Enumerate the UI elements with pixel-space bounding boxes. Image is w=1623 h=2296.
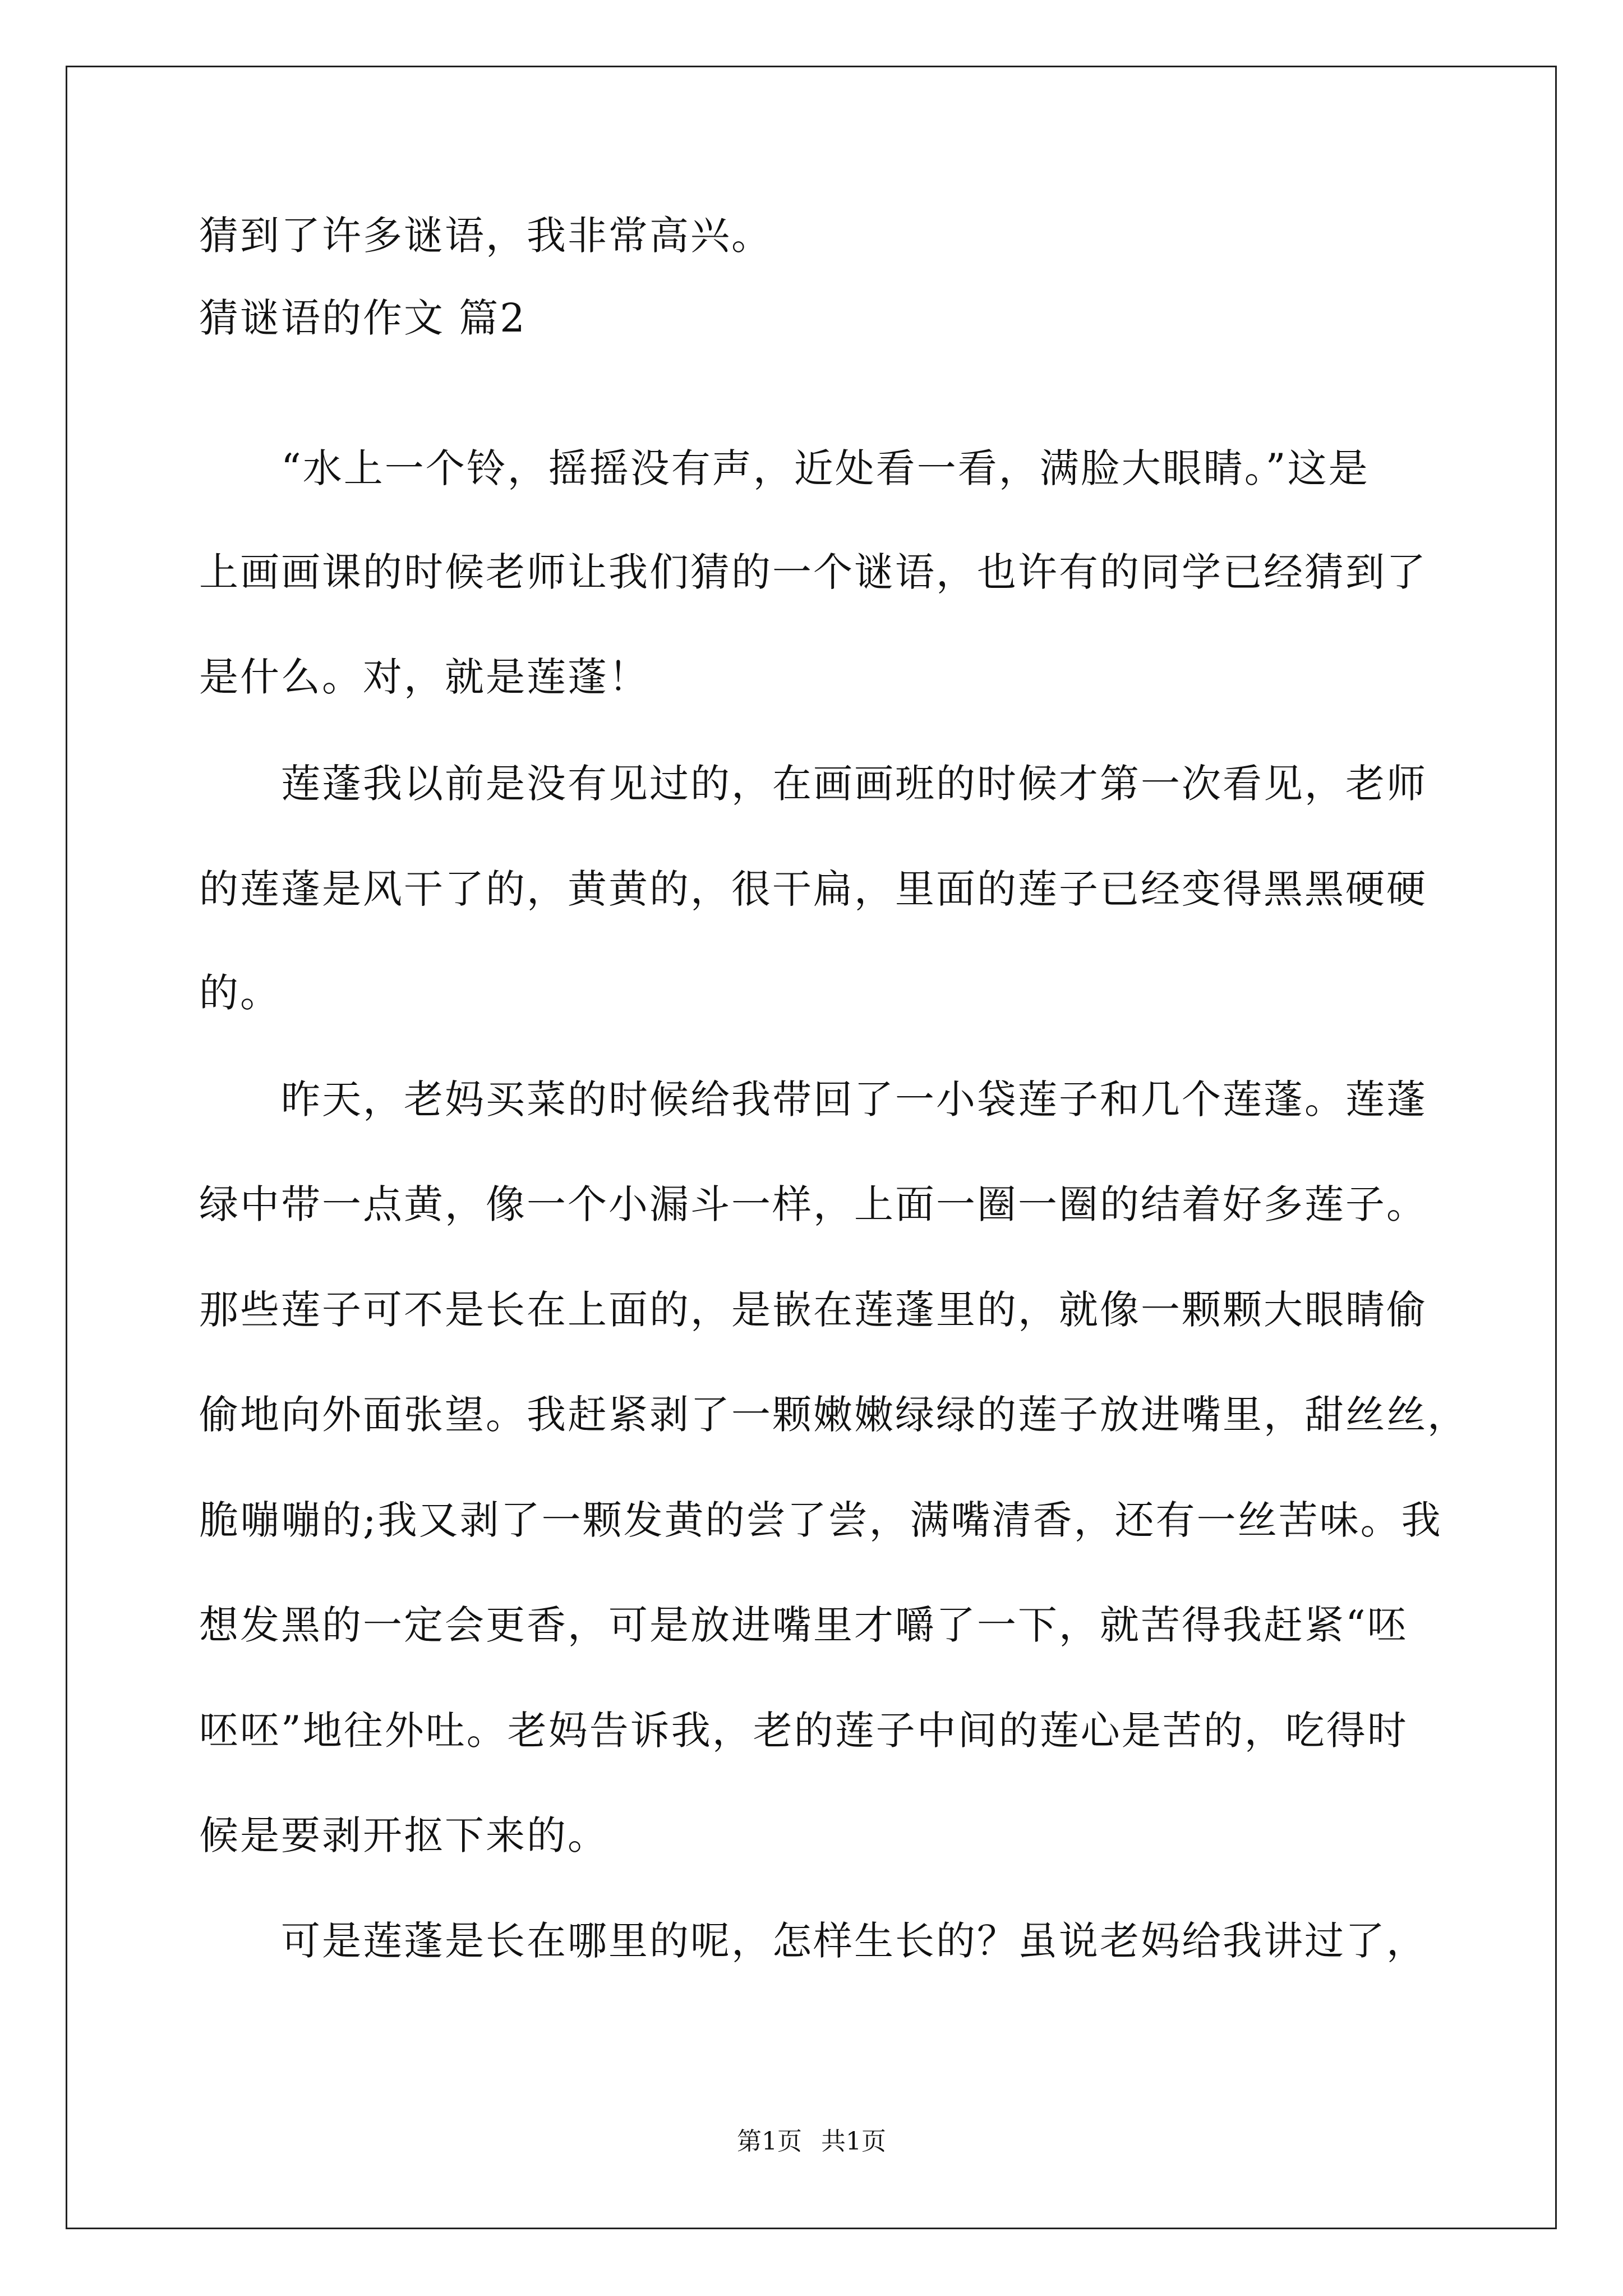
page-number: 第1页 <box>737 2127 802 2156</box>
text-line: 呸呸”地往外吐。老妈告诉我，老的莲子中间的莲心是苦的，吃得时 <box>199 1708 1408 1754</box>
text-line: 莲蓬我以前是没有见过的，在画画班的时候才第一次看见，老师 <box>199 761 1427 807</box>
text-line: 上画画课的时候老师让我们猜的一个谜语，也许有的同学已经猜到了 <box>199 549 1427 595</box>
page-border <box>66 66 1557 2229</box>
text-line: 可是莲蓬是长在哪里的呢，怎样生长的？虽说老妈给我讲过了， <box>199 1918 1427 1964</box>
text-line: 绿中带一点黄，像一个小漏斗一样，上面一圈一圈的结着好多莲子。 <box>199 1181 1427 1227</box>
text-line: 的莲蓬是风干了的，黄黄的，很干扁，里面的莲子已经变得黑黑硬硬 <box>199 866 1427 912</box>
section-heading: 猜谜语的作文 篇2 <box>199 295 527 341</box>
text-line: 昨天，老妈买菜的时候给我带回了一小袋莲子和几个莲蓬。莲蓬 <box>199 1076 1427 1122</box>
text-line: 脆嘣嘣的;我又剥了一颗发黄的尝了尝，满嘴清香，还有一丝苦味。我 <box>199 1497 1442 1543</box>
page-total: 共1页 <box>821 2127 886 2156</box>
page-footer <box>0 2125 1623 2159</box>
text-line: 想发黑的一定会更香，可是放进嘴里才嚼了一下，就苦得我赶紧“呸 <box>199 1602 1408 1648</box>
text-line: 是什么。对，就是莲蓬！ <box>199 654 649 700</box>
text-line: 那些莲子可不是长在上面的，是嵌在莲蓬里的，就像一颗颗大眼睛偷 <box>199 1287 1427 1333</box>
text-line: 候是要剥开抠下来的。 <box>199 1812 608 1858</box>
text-line: 猜到了许多谜语，我非常高兴。 <box>199 213 772 259</box>
text-line: 的。 <box>199 970 281 1016</box>
text-line: 偷地向外面张望。我赶紧剥了一颗嫩嫩绿绿的莲子放进嘴里，甜丝丝， <box>199 1392 1468 1438</box>
text-line: “水上一个铃，摇摇没有声，近处看一看，满脸大眼睛。”这是 <box>199 445 1370 491</box>
